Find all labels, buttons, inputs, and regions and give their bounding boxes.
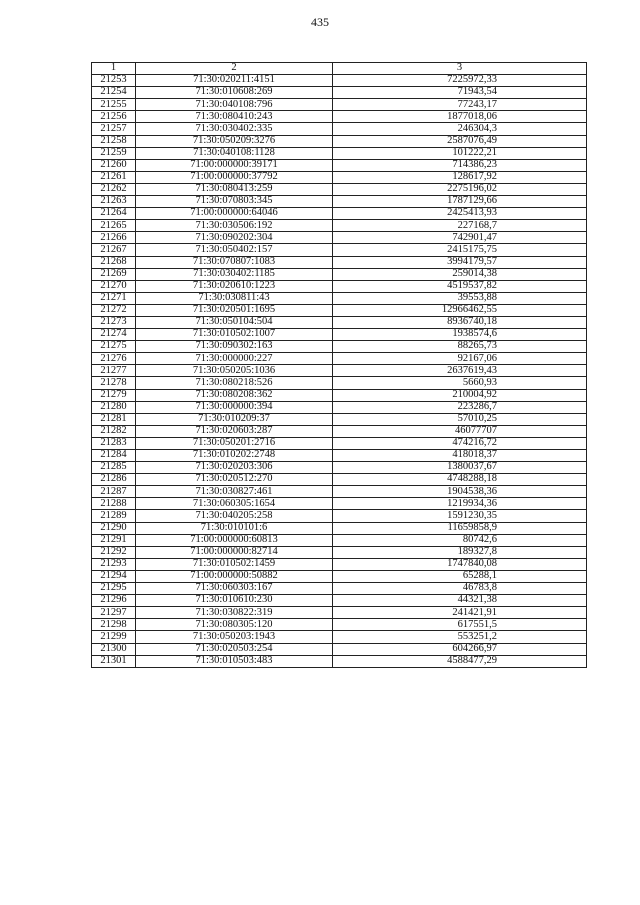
cadastral-number: 71:30:000000:227: [136, 353, 333, 365]
row-number: 21300: [92, 643, 136, 655]
page-number: 435: [311, 15, 329, 29]
row-number: 21263: [92, 196, 136, 208]
cadastral-number: 71:30:080208:362: [136, 389, 333, 401]
cadastral-number: 71:30:040108:1128: [136, 147, 333, 159]
cadastral-value: 474216,72: [333, 437, 587, 449]
table-row: [92, 196, 587, 208]
table-row: [92, 256, 587, 268]
cadastral-number: 71:30:070803:345: [136, 196, 333, 208]
row-number: 21273: [92, 316, 136, 328]
row-number: 21292: [92, 546, 136, 558]
table-row: [92, 292, 587, 304]
cadastral-value: 101222,21: [333, 147, 587, 159]
row-number: 21259: [92, 147, 136, 159]
cadastral-value: 77243,17: [333, 99, 587, 111]
column-header-number: 1: [92, 63, 136, 75]
table-row: [92, 99, 587, 111]
table-row: [92, 232, 587, 244]
cadastral-value: 742901,47: [333, 232, 587, 244]
cadastral-number: 71:30:060305:1654: [136, 498, 333, 510]
cadastral-value: 1591230,35: [333, 510, 587, 522]
row-number: 21277: [92, 365, 136, 377]
table-row: [92, 510, 587, 522]
table-row: [92, 87, 587, 99]
row-number: 21295: [92, 583, 136, 595]
cadastral-value: 604266,97: [333, 643, 587, 655]
cadastral-value: 1747840,08: [333, 558, 587, 570]
cadastral-number: 71:30:050205:1036: [136, 365, 333, 377]
row-number: 21288: [92, 498, 136, 510]
table-row: [92, 595, 587, 607]
cadastral-number: 71:00:000000:50882: [136, 570, 333, 582]
row-number: 21264: [92, 208, 136, 220]
cadastral-number: 71:30:080413:259: [136, 183, 333, 195]
cadastral-number: 71:30:010503:483: [136, 655, 333, 667]
table-row: [92, 498, 587, 510]
cadastral-value: 65288,1: [333, 570, 587, 582]
cadastral-value: 2275196,02: [333, 183, 587, 195]
column-header-cadastral-number: 2: [136, 63, 333, 75]
table-row: [92, 425, 587, 437]
row-number: 21268: [92, 256, 136, 268]
cadastral-number: 71:30:010608:269: [136, 87, 333, 99]
table-row: [92, 316, 587, 328]
row-number: 21284: [92, 450, 136, 462]
row-number: 21271: [92, 292, 136, 304]
cadastral-number: 71:30:020503:254: [136, 643, 333, 655]
row-number: 21281: [92, 413, 136, 425]
cadastral-number: 71:30:050104:504: [136, 316, 333, 328]
cadastral-value: 210004,92: [333, 389, 587, 401]
row-number: 21285: [92, 462, 136, 474]
cadastral-value: 418018,37: [333, 450, 587, 462]
cadastral-number: 71:30:080305:120: [136, 619, 333, 631]
cadastral-value-table: [91, 62, 587, 668]
cadastral-number: 71:30:090302:163: [136, 341, 333, 353]
row-number: 21294: [92, 570, 136, 582]
cadastral-value: 4748288,18: [333, 474, 587, 486]
cadastral-number: 71:30:030822:319: [136, 607, 333, 619]
cadastral-value: 246304,3: [333, 123, 587, 135]
row-number: 21262: [92, 183, 136, 195]
cadastral-number: 71:00:000000:82714: [136, 546, 333, 558]
cadastral-number: 71:30:070807:1083: [136, 256, 333, 268]
cadastral-number: 71:00:000000:64046: [136, 208, 333, 220]
row-number: 21272: [92, 304, 136, 316]
table-row: [92, 437, 587, 449]
row-number: 21267: [92, 244, 136, 256]
table-row: [92, 341, 587, 353]
row-number: 21290: [92, 522, 136, 534]
cadastral-number: 71:30:050201:2716: [136, 437, 333, 449]
cadastral-value: 259014,38: [333, 268, 587, 280]
table-row: [92, 208, 587, 220]
cadastral-value: 39553,88: [333, 292, 587, 304]
table-row: [92, 546, 587, 558]
cadastral-number: 71:30:010209:37: [136, 413, 333, 425]
cadastral-number: 71:30:050209:3276: [136, 135, 333, 147]
cadastral-number: 71:30:010202:2748: [136, 450, 333, 462]
row-number: 21269: [92, 268, 136, 280]
table-row: [92, 389, 587, 401]
table-row: [92, 377, 587, 389]
cadastral-number: 71:30:040205:258: [136, 510, 333, 522]
table-row: [92, 111, 587, 123]
row-number: 21275: [92, 341, 136, 353]
cadastral-value: 553251,2: [333, 631, 587, 643]
cadastral-value: 2637619,43: [333, 365, 587, 377]
cadastral-number: 71:30:060303:167: [136, 583, 333, 595]
cadastral-value: 1938574,6: [333, 329, 587, 341]
row-number: 21299: [92, 631, 136, 643]
row-number: 21296: [92, 595, 136, 607]
table-row: [92, 268, 587, 280]
cadastral-value: 241421,91: [333, 607, 587, 619]
table-row: [92, 474, 587, 486]
row-number: 21255: [92, 99, 136, 111]
cadastral-value: 714386,23: [333, 159, 587, 171]
cadastral-value: 88265,73: [333, 341, 587, 353]
column-header-value: 3: [333, 63, 587, 75]
row-number: 21258: [92, 135, 136, 147]
cadastral-number: 71:30:010502:1007: [136, 329, 333, 341]
cadastral-value: 57010,25: [333, 413, 587, 425]
cadastral-number: 71:30:040108:796: [136, 99, 333, 111]
cadastral-number: 71:30:080410:243: [136, 111, 333, 123]
table-row: [92, 244, 587, 256]
row-number: 21286: [92, 474, 136, 486]
table-row: [92, 123, 587, 135]
cadastral-number: 71:30:010502:1459: [136, 558, 333, 570]
table-row: [92, 558, 587, 570]
cadastral-number: 71:30:090202:304: [136, 232, 333, 244]
cadastral-value: 2425413,93: [333, 208, 587, 220]
cadastral-value: 12966462,55: [333, 304, 587, 316]
row-number: 21254: [92, 87, 136, 99]
table-row: [92, 619, 587, 631]
cadastral-value: 189327,8: [333, 546, 587, 558]
cadastral-value: 1380037,67: [333, 462, 587, 474]
cadastral-value: 2415175,75: [333, 244, 587, 256]
table-row: [92, 329, 587, 341]
cadastral-value: 4588477,29: [333, 655, 587, 667]
table-row: [92, 304, 587, 316]
table-row: [92, 75, 587, 87]
cadastral-number: 71:30:020203:306: [136, 462, 333, 474]
cadastral-number: 71:00:000000:60813: [136, 534, 333, 546]
row-number: 21257: [92, 123, 136, 135]
row-number: 21276: [92, 353, 136, 365]
row-number: 21253: [92, 75, 136, 87]
cadastral-number: 71:30:030811:43: [136, 292, 333, 304]
table-row: [92, 353, 587, 365]
cadastral-value: 8936740,18: [333, 316, 587, 328]
table-row: [92, 159, 587, 171]
table-row: [92, 583, 587, 595]
table-row: [92, 631, 587, 643]
cadastral-number: 71:30:030827:461: [136, 486, 333, 498]
cadastral-number: 71:30:030506:192: [136, 220, 333, 232]
row-number: 21279: [92, 389, 136, 401]
cadastral-value: 71943,54: [333, 87, 587, 99]
row-number: 21274: [92, 329, 136, 341]
row-number: 21298: [92, 619, 136, 631]
cadastral-number: 71:30:080218:526: [136, 377, 333, 389]
table-row: [92, 655, 587, 667]
row-number: 21280: [92, 401, 136, 413]
cadastral-value: 1877018,06: [333, 111, 587, 123]
table-row: [92, 135, 587, 147]
table-row: [92, 450, 587, 462]
cadastral-number: 71:30:020610:1223: [136, 280, 333, 292]
table-row: [92, 401, 587, 413]
table-row: [92, 171, 587, 183]
cadastral-value: 128617,92: [333, 171, 587, 183]
row-number: 21297: [92, 607, 136, 619]
cadastral-value: 4519537,82: [333, 280, 587, 292]
cadastral-number: 71:30:050402:157: [136, 244, 333, 256]
cadastral-value: 80742,6: [333, 534, 587, 546]
table-row: [92, 522, 587, 534]
cadastral-value: 7225972,33: [333, 75, 587, 87]
cadastral-number: 71:30:020603:287: [136, 425, 333, 437]
row-number: 21287: [92, 486, 136, 498]
table-row: [92, 534, 587, 546]
cadastral-value: 617551,5: [333, 619, 587, 631]
cadastral-value: 223286,7: [333, 401, 587, 413]
table-row: [92, 486, 587, 498]
cadastral-number: 71:30:010101:6: [136, 522, 333, 534]
table-row: [92, 413, 587, 425]
cadastral-value: 46783,8: [333, 583, 587, 595]
cadastral-number: 71:30:000000:394: [136, 401, 333, 413]
cadastral-value: 1787129,66: [333, 196, 587, 208]
cadastral-number: 71:30:030402:1185: [136, 268, 333, 280]
cadastral-value: 5660,93: [333, 377, 587, 389]
row-number: 21283: [92, 437, 136, 449]
row-number: 21301: [92, 655, 136, 667]
cadastral-value: 1219934,36: [333, 498, 587, 510]
cadastral-number: 71:30:020501:1695: [136, 304, 333, 316]
cadastral-value: 3994179,57: [333, 256, 587, 268]
table-row: [92, 220, 587, 232]
table-row: [92, 183, 587, 195]
table-body: [92, 63, 587, 668]
row-number: 21278: [92, 377, 136, 389]
cadastral-value: 1904538,36: [333, 486, 587, 498]
row-number: 21260: [92, 159, 136, 171]
table-row: [92, 365, 587, 377]
table-row: [92, 570, 587, 582]
table-row: [92, 280, 587, 292]
row-number: 21256: [92, 111, 136, 123]
cadastral-value: 227168,7: [333, 220, 587, 232]
cadastral-number: 71:00:000000:39171: [136, 159, 333, 171]
row-number: 21265: [92, 220, 136, 232]
table-row: [92, 462, 587, 474]
table-row: [92, 147, 587, 159]
cadastral-value: 2587076,49: [333, 135, 587, 147]
cadastral-value: 11659858,9: [333, 522, 587, 534]
cadastral-value: 92167,06: [333, 353, 587, 365]
cadastral-value: 46077707: [333, 425, 587, 437]
cadastral-value: 44321,38: [333, 595, 587, 607]
cadastral-number: 71:30:020512:270: [136, 474, 333, 486]
table-header-row: [92, 63, 587, 75]
row-number: 21289: [92, 510, 136, 522]
cadastral-number: 71:30:010610:230: [136, 595, 333, 607]
cadastral-number: 71:30:020211:4151: [136, 75, 333, 87]
row-number: 21293: [92, 558, 136, 570]
cadastral-number: 71:30:050203:1943: [136, 631, 333, 643]
cadastral-number: 71:30:030402:335: [136, 123, 333, 135]
row-number: 21266: [92, 232, 136, 244]
row-number: 21291: [92, 534, 136, 546]
row-number: 21270: [92, 280, 136, 292]
table-row: [92, 643, 587, 655]
row-number: 21282: [92, 425, 136, 437]
table-row: [92, 607, 587, 619]
cadastral-number: 71:00:000000:37792: [136, 171, 333, 183]
row-number: 21261: [92, 171, 136, 183]
